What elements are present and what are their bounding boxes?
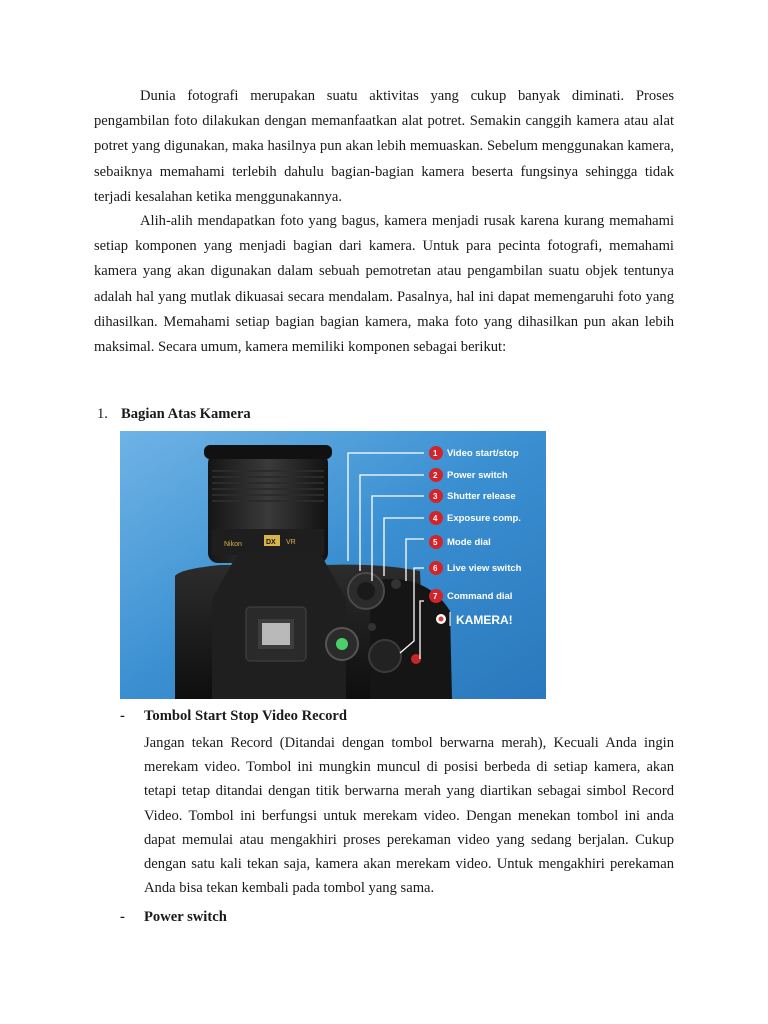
lens-brand: Nikon	[224, 541, 242, 548]
svg-text:4: 4	[433, 514, 438, 523]
lens-badge: DX	[266, 539, 276, 546]
item-heading-power-switch: Power switch	[144, 909, 227, 925]
svg-text:Live view switch: Live view switch	[447, 563, 522, 574]
camera-top-figure	[120, 431, 546, 699]
svg-text:Shutter release: Shutter release	[447, 491, 516, 502]
svg-text:Power switch: Power switch	[447, 470, 508, 481]
item-dash-2: -	[120, 909, 125, 925]
svg-text:1: 1	[433, 449, 438, 458]
watermark-text: KAMERA!	[456, 613, 513, 627]
lens	[204, 445, 332, 563]
camera-body	[175, 553, 452, 699]
section-heading: Bagian Atas Kamera	[121, 406, 251, 422]
svg-text:Exposure comp.: Exposure comp.	[447, 513, 521, 524]
svg-text:7: 7	[433, 592, 438, 601]
item-dash-1: -	[120, 708, 125, 724]
intro-paragraph-2: Alih-alih mendapatkan foto yang bagus, kamera menjadi rusak karena kurang memahami setiap komponen yang menjadi bagian dari kamera. Untuk para pecinta fotografi, memahami kamera yang akan digunakan dalam sebuah pemotretan atau pengambilan suatu objek tentunya adalah hal yang mutlak dikuasai secara mendalam. Pasalnya, hal ini dapat memengaruhi foto yang dihasilkan. Memahami setiap bagian bagian kamera, maka foto yang dihasilkan pun akan lebih maksimal. Secara umum, kamera memiliki komponen sebagai berikut:	[94, 213, 674, 356]
callout-5	[429, 535, 491, 549]
section-number: 1.	[97, 406, 108, 422]
svg-text:3: 3	[433, 492, 438, 501]
svg-text:2: 2	[433, 471, 438, 480]
intro-paragraph-1: Dunia fotografi merupakan suatu aktivitas yang cukup banyak diminati. Proses pengambilan foto dilakukan dengan memanfaatkan alat potret. Semakin canggih kamera atau alat potret yang digunakan, maka hasilnya pun akan lebih memuaskan. Sebelum menggunakan kamera, sebaiknya memahami terlebih dahulu bagian-bagian kamera beserta fungsinya sehingga tidak terjadi kesalahan ketika menggunakannya.	[94, 88, 674, 205]
item-heading-video-record: Tombol Start Stop Video Record	[144, 708, 347, 724]
svg-text:Command dial: Command dial	[447, 591, 513, 602]
shutter-button	[369, 640, 401, 672]
item-body-video-record: Jangan tekan Record (Ditandai dengan tombol berwarna merah), Kecuali Anda ingin merekam video. Tombol ini mungkin muncul di posisi berbeda di setiap kamera, akan tetapi tetap ditandai dengan titik berwarna merah yang diartikan sebagai simbol Record Video. Tombol ini berfungsi untuk merekam video. Dengan menekan tombol ini anda dapat memulai atau mengakhiri proses perekaman video yang sedang berjalan. Cukup dengan satu kali tekan saja, kamera akan merekam video. Untuk mengakhiri perekaman Anda bisa tekan kembali pada tombol yang sama.	[144, 735, 674, 897]
lens-vr: VR	[286, 539, 296, 546]
svg-text:Mode dial: Mode dial	[447, 537, 491, 548]
svg-text:6: 6	[433, 564, 438, 573]
callout-2	[429, 468, 508, 482]
svg-text:Video start/stop: Video start/stop	[447, 448, 519, 459]
svg-text:5: 5	[433, 538, 438, 547]
